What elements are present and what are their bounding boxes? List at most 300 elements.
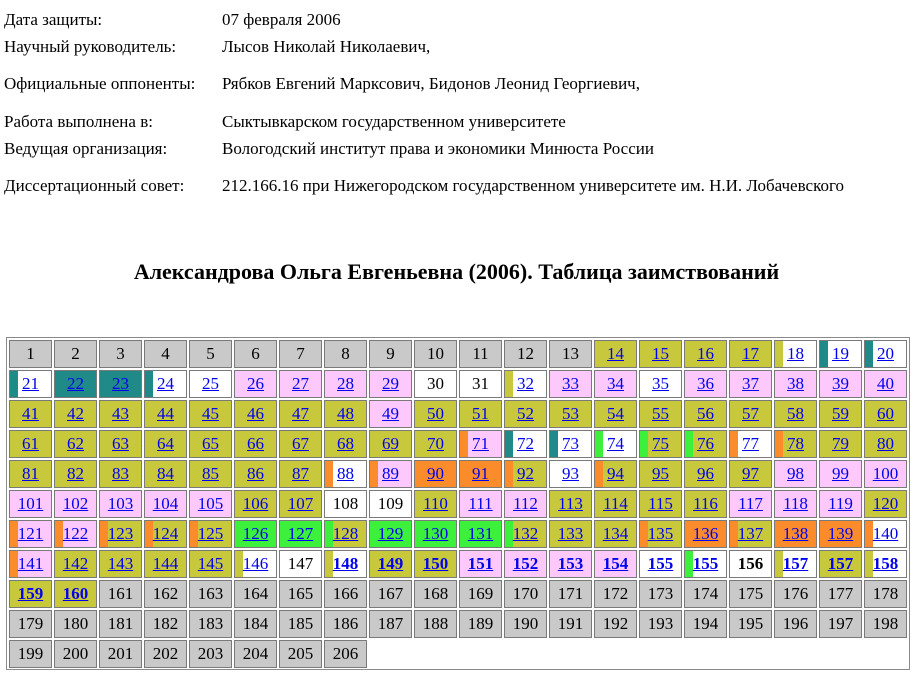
page-cell[interactable]: [639, 550, 682, 578]
page-cell[interactable]: [234, 370, 277, 398]
page-number: 195: [737, 614, 764, 633]
page-link[interactable]: 72: [517, 434, 534, 453]
page-cell[interactable]: [864, 520, 907, 548]
page-link[interactable]: 34: [607, 374, 624, 393]
page-cell[interactable]: [99, 430, 142, 458]
page-cell[interactable]: [774, 490, 817, 518]
page-cell[interactable]: [864, 460, 907, 488]
page-cell[interactable]: [189, 490, 232, 518]
page-link[interactable]: 55: [652, 404, 669, 423]
page-link[interactable]: 46: [247, 404, 264, 423]
page-cell[interactable]: [189, 460, 232, 488]
match-marker: [505, 521, 513, 547]
page-link[interactable]: 49: [382, 404, 399, 423]
page-cell[interactable]: [864, 400, 907, 428]
page-cell[interactable]: [279, 520, 322, 548]
page-cell[interactable]: [774, 370, 817, 398]
page-link[interactable]: 16: [697, 344, 714, 363]
page-cell[interactable]: [54, 400, 97, 428]
page-cell: [729, 610, 772, 638]
page-cell[interactable]: [549, 430, 592, 458]
page-cell[interactable]: [144, 550, 187, 578]
page-cell[interactable]: [369, 430, 412, 458]
page-link[interactable]: 107: [287, 494, 314, 513]
page-cell[interactable]: [864, 430, 907, 458]
page-cell[interactable]: [279, 430, 322, 458]
page-cell[interactable]: [189, 520, 232, 548]
page-link[interactable]: 116: [693, 494, 718, 513]
page-cell[interactable]: [729, 370, 772, 398]
page-link[interactable]: 132: [512, 524, 539, 543]
page-cell[interactable]: [864, 490, 907, 518]
page-cell[interactable]: [639, 400, 682, 428]
page-cell[interactable]: [414, 520, 457, 548]
page-cell[interactable]: [414, 430, 457, 458]
page-cell[interactable]: [234, 430, 277, 458]
page-cell[interactable]: [504, 520, 547, 548]
page-number: 200: [62, 644, 89, 663]
page-cell[interactable]: [774, 430, 817, 458]
page-cell[interactable]: [774, 550, 817, 578]
page-link[interactable]: 79: [832, 434, 849, 453]
page-cell[interactable]: [504, 550, 547, 578]
page-cell[interactable]: [594, 430, 637, 458]
page-link[interactable]: 47: [292, 404, 309, 423]
page-link[interactable]: 122: [62, 524, 89, 543]
match-marker: [325, 551, 333, 577]
page-link[interactable]: 44: [157, 404, 174, 423]
page-link[interactable]: 148: [332, 554, 359, 573]
page-cell[interactable]: [54, 460, 97, 488]
page-link[interactable]: 33: [562, 374, 579, 393]
page-cell: [279, 340, 322, 368]
page-link[interactable]: 27: [292, 374, 309, 393]
page-cell[interactable]: [819, 490, 862, 518]
page-number: 156: [737, 554, 764, 573]
page-cell[interactable]: [324, 400, 367, 428]
page-link[interactable]: 20: [877, 344, 894, 363]
page-link[interactable]: 102: [62, 494, 89, 513]
page-link[interactable]: 131: [467, 524, 494, 543]
page-link[interactable]: 144: [152, 554, 179, 573]
page-cell[interactable]: [99, 520, 142, 548]
page-cell[interactable]: [549, 460, 592, 488]
page-cell[interactable]: [9, 460, 52, 488]
page-link[interactable]: 117: [738, 494, 763, 513]
page-link[interactable]: 126: [242, 524, 269, 543]
page-cell[interactable]: [369, 520, 412, 548]
page-link[interactable]: 54: [607, 404, 624, 423]
page-cell[interactable]: [639, 520, 682, 548]
page-link[interactable]: 93: [562, 464, 579, 483]
page-cell[interactable]: [819, 370, 862, 398]
page-cell[interactable]: [684, 340, 727, 368]
page-link[interactable]: 158: [872, 554, 899, 573]
page-link[interactable]: 100: [872, 464, 899, 483]
page-link[interactable]: 57: [742, 404, 759, 423]
page-cell[interactable]: [684, 550, 727, 578]
page-cell[interactable]: [459, 520, 502, 548]
page-link[interactable]: 56: [697, 404, 714, 423]
page-cell[interactable]: [549, 520, 592, 548]
page-link[interactable]: 51: [472, 404, 489, 423]
page-link[interactable]: 43: [112, 404, 129, 423]
page-link[interactable]: 125: [197, 524, 224, 543]
page-cell[interactable]: [549, 490, 592, 518]
page-link[interactable]: 150: [422, 554, 449, 573]
page-link[interactable]: 152: [512, 554, 539, 573]
page-link[interactable]: 134: [602, 524, 629, 543]
page-link[interactable]: 106: [242, 494, 269, 513]
page-cell[interactable]: [729, 400, 772, 428]
page-link[interactable]: 120: [872, 494, 899, 513]
page-cell[interactable]: [324, 430, 367, 458]
page-cell[interactable]: [684, 370, 727, 398]
page-cell[interactable]: [369, 460, 412, 488]
page-cell[interactable]: [234, 490, 277, 518]
page-cell[interactable]: [54, 490, 97, 518]
page-cell[interactable]: [459, 490, 502, 518]
page-link[interactable]: 26: [247, 374, 264, 393]
page-link[interactable]: 21: [22, 374, 39, 393]
page-cell[interactable]: [279, 460, 322, 488]
page-link[interactable]: 138: [782, 524, 809, 543]
page-link[interactable]: 90: [427, 464, 444, 483]
page-link[interactable]: 62: [67, 434, 84, 453]
page-cell[interactable]: [324, 520, 367, 548]
page-cell[interactable]: [594, 460, 637, 488]
page-link[interactable]: 130: [422, 524, 449, 543]
dissertation-info-table: [4, 6, 844, 210]
page-link[interactable]: 25: [202, 374, 219, 393]
page-link[interactable]: 37: [742, 374, 759, 393]
page-link[interactable]: 160: [62, 584, 89, 603]
page-cell[interactable]: [774, 460, 817, 488]
page-cell[interactable]: [594, 340, 637, 368]
page-link[interactable]: 113: [558, 494, 583, 513]
page-cell[interactable]: [414, 550, 457, 578]
page-cell[interactable]: [819, 460, 862, 488]
page-link[interactable]: 65: [202, 434, 219, 453]
page-cell[interactable]: [684, 490, 727, 518]
page-number: 198: [872, 614, 899, 633]
page-link[interactable]: 155: [647, 554, 674, 573]
page-link[interactable]: 80: [877, 434, 894, 453]
page-cell[interactable]: [144, 400, 187, 428]
page-cell[interactable]: [279, 370, 322, 398]
page-cell[interactable]: [459, 460, 502, 488]
page-link[interactable]: 41: [22, 404, 39, 423]
page-cell[interactable]: [594, 520, 637, 548]
page-link[interactable]: 70: [427, 434, 444, 453]
page-link[interactable]: 69: [382, 434, 399, 453]
page-link[interactable]: 23: [112, 374, 129, 393]
page-cell[interactable]: [639, 460, 682, 488]
page-link[interactable]: 114: [603, 494, 628, 513]
page-cell[interactable]: [99, 370, 142, 398]
page-cell[interactable]: [459, 400, 502, 428]
page-link[interactable]: 24: [157, 374, 174, 393]
page-cell[interactable]: [594, 490, 637, 518]
page-link[interactable]: 137: [737, 524, 764, 543]
page-cell[interactable]: [819, 520, 862, 548]
page-cell[interactable]: [684, 400, 727, 428]
page-link[interactable]: 124: [152, 524, 179, 543]
page-link[interactable]: 40: [877, 374, 894, 393]
page-link[interactable]: 155: [692, 554, 719, 573]
page-number: 162: [152, 584, 179, 603]
page-link[interactable]: 153: [557, 554, 584, 573]
page-cell[interactable]: [504, 460, 547, 488]
page-cell[interactable]: [9, 520, 52, 548]
page-cell[interactable]: [864, 340, 907, 368]
page-cell[interactable]: [549, 370, 592, 398]
page-link[interactable]: 32: [517, 374, 534, 393]
page-cell[interactable]: [729, 460, 772, 488]
page-link[interactable]: 36: [697, 374, 714, 393]
page-link[interactable]: 135: [647, 524, 674, 543]
page-cell[interactable]: [774, 340, 817, 368]
page-link[interactable]: 83: [112, 464, 129, 483]
page-cell[interactable]: [144, 460, 187, 488]
page-link[interactable]: 35: [652, 374, 669, 393]
page-link[interactable]: 128: [332, 524, 359, 543]
page-link[interactable]: 89: [382, 464, 399, 483]
page-cell[interactable]: [369, 550, 412, 578]
page-link[interactable]: 28: [337, 374, 354, 393]
page-link[interactable]: 39: [832, 374, 849, 393]
page-link[interactable]: 87: [292, 464, 309, 483]
page-link[interactable]: 64: [157, 434, 174, 453]
page-link[interactable]: 75: [652, 434, 669, 453]
page-cell[interactable]: [459, 430, 502, 458]
page-cell[interactable]: [144, 520, 187, 548]
page-cell[interactable]: [324, 550, 367, 578]
page-cell[interactable]: [774, 400, 817, 428]
page-cell[interactable]: [414, 400, 457, 428]
page-link[interactable]: 133: [557, 524, 584, 543]
page-cell[interactable]: [684, 460, 727, 488]
page-link[interactable]: 84: [157, 464, 174, 483]
page-cell[interactable]: [279, 490, 322, 518]
page-link[interactable]: 78: [787, 434, 804, 453]
page-cell[interactable]: [234, 520, 277, 548]
page-cell[interactable]: [189, 370, 232, 398]
page-cell[interactable]: [9, 550, 52, 578]
page-cell: [189, 610, 232, 638]
page-link[interactable]: 29: [382, 374, 399, 393]
page-link[interactable]: 61: [22, 434, 39, 453]
page-cell[interactable]: [99, 550, 142, 578]
page-cell[interactable]: [54, 550, 97, 578]
page-link[interactable]: 22: [67, 374, 84, 393]
page-cell[interactable]: [729, 430, 772, 458]
page-link[interactable]: 42: [67, 404, 84, 423]
page-cell[interactable]: [234, 550, 277, 578]
page-number: 205: [287, 644, 314, 663]
page-cell[interactable]: [819, 430, 862, 458]
page-link[interactable]: 74: [607, 434, 624, 453]
page-cell[interactable]: [639, 340, 682, 368]
page-link[interactable]: 99: [832, 464, 849, 483]
page-cell[interactable]: [99, 490, 142, 518]
page-cell[interactable]: [369, 370, 412, 398]
page-cell[interactable]: [639, 370, 682, 398]
page-link[interactable]: 119: [828, 494, 853, 513]
page-link[interactable]: 45: [202, 404, 219, 423]
page-cell[interactable]: [504, 490, 547, 518]
page-link[interactable]: 85: [202, 464, 219, 483]
page-link[interactable]: 63: [112, 434, 129, 453]
page-link[interactable]: 58: [787, 404, 804, 423]
page-cell[interactable]: [234, 400, 277, 428]
page-link[interactable]: 103: [107, 494, 134, 513]
page-link[interactable]: 67: [292, 434, 309, 453]
page-link[interactable]: 88: [337, 464, 354, 483]
page-cell[interactable]: [9, 490, 52, 518]
page-link[interactable]: 76: [697, 434, 714, 453]
page-link[interactable]: 92: [517, 464, 534, 483]
page-link[interactable]: 48: [337, 404, 354, 423]
page-link[interactable]: 94: [607, 464, 624, 483]
page-cell[interactable]: [54, 520, 97, 548]
page-cell[interactable]: [9, 400, 52, 428]
page-link[interactable]: 60: [877, 404, 894, 423]
page-cell[interactable]: [144, 430, 187, 458]
page-cell[interactable]: [684, 430, 727, 458]
page-cell[interactable]: [9, 370, 52, 398]
page-cell[interactable]: [324, 460, 367, 488]
page-cell[interactable]: [864, 370, 907, 398]
page-cell[interactable]: [594, 370, 637, 398]
page-cell[interactable]: [54, 580, 97, 608]
page-cell[interactable]: [144, 370, 187, 398]
page-link[interactable]: 17: [742, 344, 759, 363]
page-link[interactable]: 142: [62, 554, 89, 573]
page-cell[interactable]: [189, 550, 232, 578]
page-cell[interactable]: [414, 460, 457, 488]
page-link[interactable]: 101: [17, 494, 44, 513]
page-cell[interactable]: [639, 490, 682, 518]
page-link[interactable]: 104: [152, 494, 179, 513]
page-cell[interactable]: [819, 340, 862, 368]
page-link[interactable]: 14: [607, 344, 624, 363]
page-link[interactable]: 19: [832, 344, 849, 363]
page-link[interactable]: 143: [107, 554, 134, 573]
page-link[interactable]: 66: [247, 434, 264, 453]
page-link[interactable]: 139: [827, 524, 854, 543]
page-cell[interactable]: [819, 400, 862, 428]
page-link[interactable]: 73: [562, 434, 579, 453]
page-link[interactable]: 140: [872, 524, 899, 543]
page-cell[interactable]: [504, 370, 547, 398]
page-link[interactable]: 71: [472, 434, 489, 453]
page-cell[interactable]: [774, 520, 817, 548]
page-cell[interactable]: [9, 430, 52, 458]
page-cell[interactable]: [189, 400, 232, 428]
page-link[interactable]: 159: [17, 584, 44, 603]
page-link[interactable]: 38: [787, 374, 804, 393]
page-cell[interactable]: [729, 490, 772, 518]
page-cell[interactable]: [549, 550, 592, 578]
page-link[interactable]: 110: [423, 494, 448, 513]
page-link[interactable]: 146: [242, 554, 269, 573]
page-link[interactable]: 115: [648, 494, 673, 513]
page-cell[interactable]: [279, 400, 322, 428]
page-link[interactable]: 95: [652, 464, 669, 483]
page-cell[interactable]: [639, 430, 682, 458]
page-cell[interactable]: [684, 520, 727, 548]
page-link[interactable]: 52: [517, 404, 534, 423]
page-link[interactable]: 50: [427, 404, 444, 423]
page-cell[interactable]: [189, 430, 232, 458]
page-link[interactable]: 18: [787, 344, 804, 363]
page-link[interactable]: 86: [247, 464, 264, 483]
page-cell[interactable]: [504, 400, 547, 428]
page-link[interactable]: 15: [652, 344, 669, 363]
page-cell[interactable]: [594, 400, 637, 428]
page-cell[interactable]: [549, 400, 592, 428]
page-cell: [144, 340, 187, 368]
page-link[interactable]: 123: [107, 524, 134, 543]
page-cell[interactable]: [819, 550, 862, 578]
page-cell[interactable]: [729, 340, 772, 368]
page-link[interactable]: 141: [17, 554, 44, 573]
page-link[interactable]: 127: [287, 524, 314, 543]
page-link[interactable]: 82: [67, 464, 84, 483]
page-link[interactable]: 53: [562, 404, 579, 423]
page-cell[interactable]: [324, 370, 367, 398]
page-cell[interactable]: [54, 430, 97, 458]
page-link[interactable]: 151: [467, 554, 494, 573]
page-link[interactable]: 149: [377, 554, 404, 573]
page-cell[interactable]: [54, 370, 97, 398]
page-cell[interactable]: [594, 550, 637, 578]
page-link[interactable]: 112: [513, 494, 538, 513]
page-cell[interactable]: [99, 400, 142, 428]
page-cell[interactable]: [99, 460, 142, 488]
page-cell[interactable]: [414, 490, 457, 518]
page-link[interactable]: 154: [602, 554, 629, 573]
page-link[interactable]: 59: [832, 404, 849, 423]
page-number: 177: [827, 584, 854, 603]
page-cell[interactable]: [864, 550, 907, 578]
page-link[interactable]: 68: [337, 434, 354, 453]
page-link[interactable]: 157: [827, 554, 854, 573]
page-cell[interactable]: [459, 550, 502, 578]
page-link[interactable]: 105: [197, 494, 224, 513]
page-link[interactable]: 97: [742, 464, 759, 483]
page-link[interactable]: 81: [22, 464, 39, 483]
page-cell[interactable]: [504, 430, 547, 458]
page-cell[interactable]: [144, 490, 187, 518]
page-link[interactable]: 157: [782, 554, 809, 573]
page-link[interactable]: 121: [17, 524, 44, 543]
page-link[interactable]: 77: [742, 434, 759, 453]
page-link[interactable]: 98: [787, 464, 804, 483]
page-link[interactable]: 91: [472, 464, 489, 483]
page-link[interactable]: 129: [377, 524, 404, 543]
page-cell[interactable]: [729, 520, 772, 548]
page-cell[interactable]: [369, 400, 412, 428]
page-cell[interactable]: [234, 460, 277, 488]
page-link[interactable]: 111: [468, 494, 493, 513]
page-link[interactable]: 96: [697, 464, 714, 483]
page-link[interactable]: 145: [197, 554, 224, 573]
page-link[interactable]: 136: [692, 524, 719, 543]
page-cell[interactable]: [9, 580, 52, 608]
page-link[interactable]: 118: [783, 494, 808, 513]
